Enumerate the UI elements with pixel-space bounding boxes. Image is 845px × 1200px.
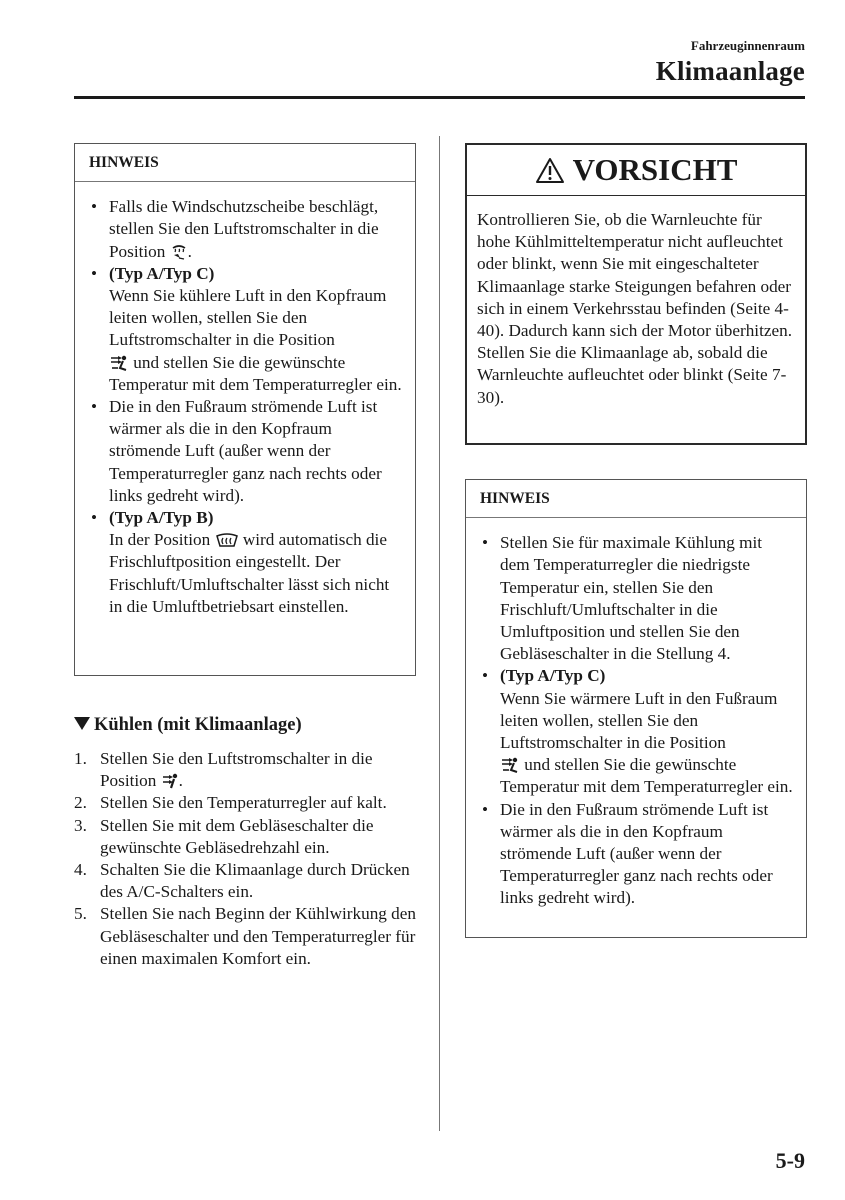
- step-number: 5.: [74, 904, 87, 924]
- item-tag: (Typ A/Typ B): [109, 508, 214, 528]
- step-text: Stellen Sie mit dem Gebläseschalter die gewünschte Gebläsedrehzahl ein.: [100, 815, 374, 857]
- bullet: •: [91, 263, 98, 283]
- left-note-list: [75, 182, 415, 628]
- list-item: [478, 532, 794, 665]
- defrost-icon: [171, 243, 187, 260]
- list-item: [87, 507, 403, 618]
- bullet: •: [482, 666, 489, 686]
- item-text-end: .: [187, 241, 192, 261]
- warning-triangle-icon: [535, 157, 565, 184]
- item-text: Die in den Fußraum strömende Luft ist wärmer als die in den Kopfraum strömende Luft (außer wenn der Temperaturregler ganz nach rechts oder links gedreht wird).: [500, 799, 773, 908]
- list-item: [478, 665, 794, 798]
- item-text-end: und stellen Sie die gewünschte Temperatur mit dem Temperaturregler ein.: [109, 352, 402, 394]
- left-note-box: [74, 143, 416, 676]
- header-section: Fahrzeuginnenraum: [690, 38, 805, 53]
- caution-header: [467, 145, 805, 196]
- bullet: •: [482, 799, 489, 819]
- item-text: Wenn Sie wärmere Luft in den Fußraum leiten wollen, stellen Sie den Luftstromschalter in die Position: [500, 688, 778, 753]
- triangle-down-icon: [74, 717, 90, 730]
- caution-text: Kontrollieren Sie, ob die Warnleuchte für hohe Kühlmitteltemperatur nicht aufleuchtet oder blinkt, wenn Sie mit eingeschalteter Klimaanlage starke Steigungen befahren oder sich in einem Verkehrsstau befinden (Seite 4-40). Dadurch kann sich der Motor überhitzen. Stellen Sie die Klimaanlage ab, sobald die Warnleuchte aufleuchtet oder blinkt (Seite 7-30).: [477, 210, 793, 407]
- list-item: [74, 815, 416, 859]
- section-title: [74, 714, 302, 736]
- page-title: Klimaanlage: [655, 56, 805, 86]
- item-tag: (Typ A/Typ C): [500, 666, 606, 686]
- item-text: Wenn Sie kühlere Luft in den Kopfraum leiten wollen, stellen Sie den Luftstromschalter in die Position: [109, 286, 387, 350]
- item-text-end: und stellen Sie die gewünschte Temperatur mit dem Temperaturregler ein.: [500, 755, 793, 797]
- item-tag: (Typ A/Typ C): [109, 263, 215, 283]
- step-number: 4.: [74, 860, 87, 880]
- item-text: Die in den Fußraum strömende Luft ist wärmer als die in den Kopfraum strömende Luft (außer wenn der Temperaturregler ganz nach rechts oder links gedreht wird).: [109, 397, 382, 505]
- step-number: 3.: [74, 815, 87, 835]
- page-number: 5-9: [775, 1148, 805, 1173]
- list-item: [74, 792, 416, 814]
- list-item: [74, 859, 416, 903]
- left-note-title: HINWEIS: [75, 144, 415, 182]
- item-text: In der Position: [109, 530, 211, 550]
- face-feet-airflow-icon: [501, 757, 519, 773]
- item-text: Stellen Sie für maximale Kühlung mit dem Temperaturregler die niedrigste Temperatur ein, stellen Sie den Frischluft/Umluftschalter in die Umluftposition und stellen Sie den Gebläseschalter in die Stellung 4.: [500, 533, 763, 664]
- step-text: Schalten Sie die Klimaanlage durch Drücken des A/C-Schalters ein.: [100, 860, 410, 902]
- right-note-title: HINWEIS: [466, 480, 806, 518]
- caution-title: VORSICHT: [572, 151, 738, 187]
- header-rule: [74, 96, 805, 99]
- bullet: •: [482, 533, 489, 553]
- bullet: •: [91, 197, 98, 217]
- column-divider: [439, 136, 440, 1131]
- list-item: [74, 748, 416, 792]
- step-number: 1.: [74, 749, 87, 768]
- right-note-list: [466, 518, 806, 919]
- step-text: Stellen Sie nach Beginn der Kühlwirkung den Gebläseschalter und den Temperaturregler für einen maximalen Komfort ein.: [100, 904, 416, 968]
- face-airflow-icon: [162, 773, 178, 789]
- caution-box: [465, 143, 807, 445]
- section-title-text: Kühlen (mit Klimaanlage): [94, 715, 302, 735]
- bullet: •: [91, 508, 98, 528]
- list-item: [87, 396, 403, 507]
- bullet: •: [91, 397, 98, 417]
- right-note-box: [465, 479, 807, 938]
- step-text: Stellen Sie den Temperaturregler auf kalt.: [100, 793, 387, 813]
- list-item: [87, 263, 403, 396]
- windshield-defrost-icon: [216, 532, 238, 548]
- item-text-end: wird automatisch die Frischluftposition eingestellt. Der Frischluft/Umluftschalter lässt sich nicht in die Umluftbetriebsart einstellen.: [109, 530, 390, 616]
- item-text: Falls die Windschutzscheibe beschlägt, stellen Sie den Luftstromschalter in die Position: [109, 197, 379, 261]
- step-text: Stellen Sie den Luftstromschalter in die Position: [100, 749, 373, 791]
- step-number: 2.: [74, 793, 87, 813]
- step-text-end: .: [178, 771, 183, 791]
- face-feet-airflow-icon: [110, 355, 128, 371]
- list-item: [478, 799, 794, 910]
- cooling-steps: [74, 748, 416, 970]
- list-item: [74, 903, 416, 970]
- list-item: [87, 196, 403, 263]
